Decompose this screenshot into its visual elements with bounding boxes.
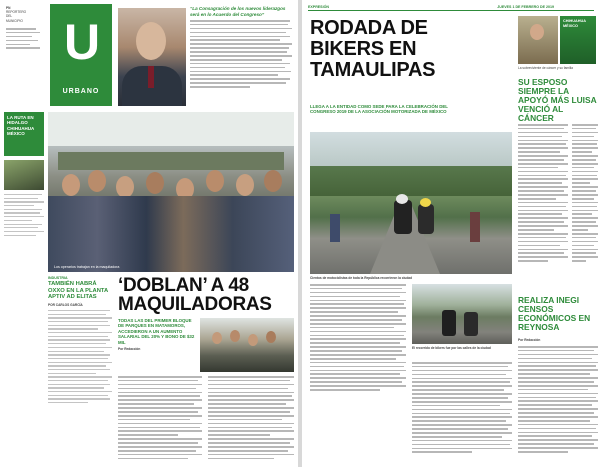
person-head	[266, 331, 276, 343]
person-head	[530, 24, 544, 40]
photo-caption: Los operarios trabajan en la maquiladora	[54, 265, 120, 269]
ear-line: DEL	[6, 14, 13, 19]
header-date: JUEVES 1 DE FEBRERO DE 2019	[497, 5, 554, 9]
page-header	[308, 5, 594, 11]
person-head	[236, 174, 254, 196]
corner-promo-box	[560, 16, 596, 64]
main-subhead: TODAS LAS DEL PRIMER BLOQUE DE PARQUES EN MATAMOROS, ACCEDIERON A UN AUMENTO SALARIAL DEL 20% Y BONO DE $32 MIL	[118, 318, 195, 345]
main-photo-caption: Cientos de motociclistas de toda la República recorrieron la ciudad	[310, 276, 413, 280]
motorcycle-rider	[464, 312, 478, 336]
helmet	[396, 194, 408, 204]
person-head	[248, 334, 258, 346]
left-sidebar	[4, 112, 44, 238]
top-quote-block	[190, 6, 292, 17]
main-headline: ‘DOBLAN’ A 48 MAQUILADORAS	[118, 275, 272, 315]
person-head	[116, 176, 134, 198]
side-story-photo	[518, 16, 558, 64]
politician-portrait	[118, 8, 186, 106]
right-newspaper-page	[302, 0, 600, 467]
main-headline: RODADA DE BIKERS EN TAMAULIPAS	[310, 17, 436, 81]
spectator	[470, 212, 480, 242]
left-newspaper-page	[0, 0, 298, 467]
main-body-col-1	[118, 376, 202, 462]
side-story-headline: SU ESPOSO SIEMPRE LA APOYÓ MÁS LUISA VENCIÓ AL CÁNCER	[518, 77, 597, 123]
trees-area	[310, 166, 512, 196]
spectator	[330, 214, 340, 242]
main-body-col-2	[208, 376, 294, 462]
main-story-photo	[200, 318, 294, 372]
bottom-story-byline: Por Redacción	[518, 338, 541, 342]
bottom-story-body	[518, 346, 598, 455]
person-head	[212, 332, 222, 344]
teaser-story	[48, 276, 112, 406]
person-head	[206, 170, 224, 192]
people-bodies	[48, 196, 294, 272]
person-head	[146, 172, 164, 194]
trees-area	[58, 152, 284, 170]
ear-line: REPORTERO	[6, 10, 27, 15]
person-head	[230, 330, 240, 342]
ear-line: MUNICIPIO	[6, 18, 23, 23]
motorcycle-rider	[418, 204, 434, 234]
tie-shape	[148, 66, 154, 88]
ear-block	[6, 6, 48, 23]
main-body-col-1	[310, 284, 406, 393]
face-shape	[136, 22, 166, 60]
side-teaser-photo	[4, 160, 44, 190]
urbano-masthead	[50, 4, 112, 106]
side-story-body-col-1	[518, 124, 568, 264]
side-teaser-box: LA RUTA EN HIDALGO CHIHUAHUA MÉXICO	[4, 112, 44, 156]
main-body-col-2	[412, 362, 512, 455]
ear-line: PN	[6, 6, 11, 10]
ear-text-lines	[6, 28, 42, 51]
bikers-second-photo	[412, 284, 512, 344]
bikers-main-photo	[310, 132, 512, 274]
helmet	[420, 198, 431, 207]
masthead-logo-letter: U	[64, 14, 101, 70]
main-byline: Por Redacción	[118, 347, 141, 352]
teaser-headline: TAMBIÉN HABRÁ OXXO EN LA PLANTA APTIV AD ELITAS	[48, 281, 109, 301]
main-subhead: LLEGA A LA ENTIDAD COMO SEDE PARA LA CELEBRACIÓN DEL CONGRESO 2019 DE LA ASOCIACIÓN MOTORIZADA DE MÉXICO	[310, 104, 448, 115]
section-title: URBANO	[62, 88, 100, 95]
bottom-story-headline: REALIZA INEGI CENSOS ECONÓMICOS EN REYNOSA	[518, 295, 591, 332]
motorcycle-rider	[394, 200, 412, 234]
side-photo-caption: La sobreviviente de cáncer y su familia	[518, 66, 573, 70]
person-head	[264, 170, 282, 192]
second-photo-caption: El recorrido de bikers fue por las calles de la ciudad	[412, 346, 491, 350]
teaser-byline: POR CARLOS GARCÍA	[48, 302, 83, 307]
motorcycle-rider	[442, 310, 456, 336]
person-head	[88, 170, 106, 192]
sidebar-text	[4, 194, 44, 236]
teaser-body	[48, 310, 112, 403]
side-story-body-col-2	[572, 124, 598, 264]
teaser-kicker: INDUSTRIA	[48, 276, 68, 280]
corner-promo-text: CHIHUAHUA MÉXICO	[563, 19, 586, 28]
workers-group-photo	[48, 112, 294, 272]
quote-kicker: “La Consagración de los nuevos liderazgos será en lo Acuerdo del Congreso”	[190, 6, 286, 17]
header-section: EXPRESIÓN	[308, 5, 329, 9]
quote-body-lines	[190, 20, 292, 90]
person-head	[62, 174, 80, 196]
sky-area	[48, 112, 294, 146]
